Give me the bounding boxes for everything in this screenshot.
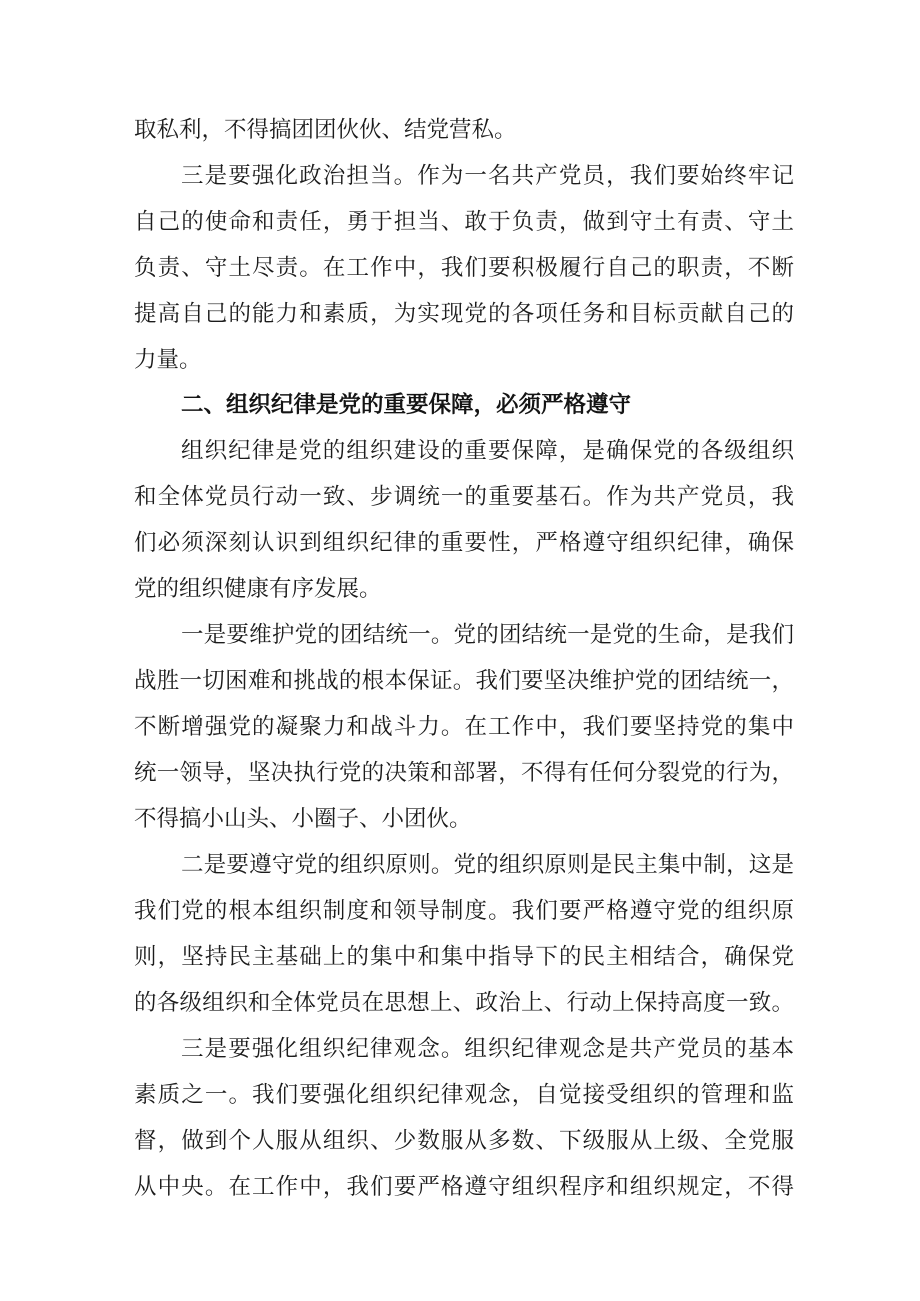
- paragraph-line: 取私利，不得搞团团伙伙、结党营私。: [134, 117, 517, 143]
- paragraph-line: 督，做到个人服从组织、少数服从多数、下级服从上级、全党服: [134, 1128, 794, 1154]
- paragraph-line: 组织纪律是党的组织建设的重要保障，是确保党的各级组织: [181, 438, 794, 464]
- paragraph-line: 力量。: [134, 347, 202, 373]
- paragraph-line: 一是要维护党的团结统一。党的团结统一是党的生命，是我们: [181, 622, 794, 648]
- paragraph-line: 不断增强党的凝聚力和战斗力。在工作中，我们要坚持党的集中: [134, 714, 794, 740]
- section-heading: 二、组织纪律是党的重要保障，必须严格遵守: [181, 392, 632, 418]
- paragraph-line: 负责、守土尽责。在工作中，我们要积极履行自己的职责，不断: [134, 255, 794, 281]
- paragraph-line: 们必须深刻认识到组织纪律的重要性，严格遵守组织纪律，确保: [134, 530, 794, 556]
- paragraph-line: 不得搞小山头、小圈子、小团伙。: [134, 806, 472, 832]
- paragraph-line: 二是要遵守党的组织原则。党的组织原则是民主集中制，这是: [181, 852, 794, 878]
- paragraph-line: 党的组织健康有序发展。: [134, 576, 382, 602]
- paragraph-line: 战胜一切困难和挑战的根本保证。我们要坚决维护党的团结统一，: [134, 668, 794, 694]
- paragraph-line: 提高自己的能力和素质，为实现党的各项任务和目标贡献自己的: [134, 301, 794, 327]
- paragraph-line: 素质之一。我们要强化组织纪律观念，自觉接受组织的管理和监: [134, 1082, 794, 1108]
- paragraph-line: 自己的使命和责任，勇于担当、敢于负责，做到守土有责、守土: [134, 209, 794, 235]
- paragraph-line: 从中央。在工作中，我们要严格遵守组织程序和组织规定，不得: [134, 1174, 794, 1200]
- paragraph-line: 三是要强化组织纪律观念。组织纪律观念是共产党员的基本: [181, 1036, 794, 1062]
- paragraph-line: 三是要强化政治担当。作为一名共产党员，我们要始终牢记: [181, 163, 794, 189]
- paragraph-line: 我们党的根本组织制度和领导制度。我们要严格遵守党的组织原: [134, 898, 794, 924]
- paragraph-line: 和全体党员行动一致、步调统一的重要基石。作为共产党员，我: [134, 484, 794, 510]
- paragraph-line: 则，坚持民主基础上的集中和集中指导下的民主相结合，确保党: [134, 944, 794, 970]
- paragraph-line: 统一领导，坚决执行党的决策和部署，不得有任何分裂党的行为，: [134, 760, 794, 786]
- paragraph-line: 的各级组织和全体党员在思想上、政治上、行动上保持高度一致。: [134, 990, 794, 1016]
